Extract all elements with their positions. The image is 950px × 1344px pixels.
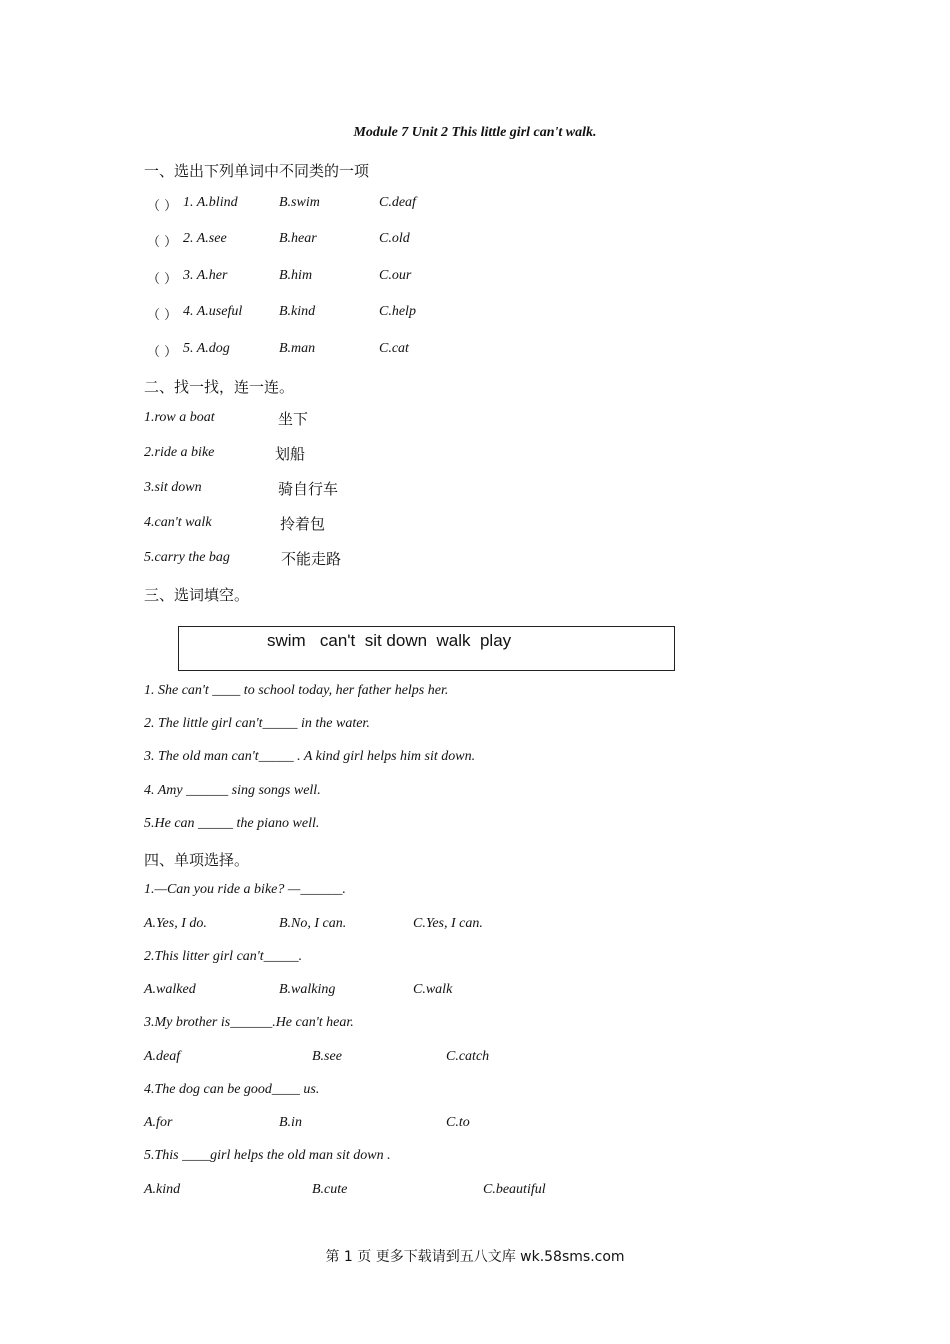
choice-c: C.catch <box>446 1049 490 1064</box>
answer-paren: （ ） <box>147 199 178 214</box>
option-b: B.him <box>279 268 313 283</box>
fill-blank-sentence: 2. The little girl can't_____ in the water. <box>144 716 370 731</box>
question-text: 1.—Can you ride a bike? —______. <box>144 882 346 897</box>
match-english: 2.ride a bike <box>144 445 215 460</box>
fill-blank-sentence: 1. She can't ____ to school today, her father helps her. <box>144 683 449 698</box>
option-a: 2. A.see <box>183 231 227 246</box>
fill-blank-sentence: 5.He can _____ the piano well. <box>144 816 320 831</box>
option-c: C.old <box>379 231 410 246</box>
choice-a: A.kind <box>144 1182 181 1197</box>
match-english: 4.can't walk <box>144 515 212 530</box>
match-chinese: 不能走路 <box>281 550 342 568</box>
answer-paren: （ ） <box>147 272 178 287</box>
option-a: 1. A.blind <box>183 195 238 210</box>
section2-heading: 二、找一找，连一连。 <box>144 378 295 396</box>
option-b: B.swim <box>279 195 320 210</box>
question-text: 4.The dog can be good____ us. <box>144 1082 320 1097</box>
page-footer: 第 1 页 更多下载请到五八文库 wk.58sms.com <box>325 1249 625 1265</box>
option-c: C.deaf <box>379 195 416 210</box>
answer-paren: （ ） <box>147 345 178 360</box>
option-a: 5. A.dog <box>183 341 230 356</box>
section3-heading: 三、选词填空。 <box>144 586 250 604</box>
choice-c: C.beautiful <box>483 1182 546 1197</box>
option-b: B.man <box>279 341 316 356</box>
option-c: C.our <box>379 268 412 283</box>
choice-a: A.Yes, I do. <box>144 916 207 931</box>
match-chinese: 坐下 <box>278 410 309 428</box>
match-english: 5.carry the bag <box>144 550 230 565</box>
match-english: 3.sit down <box>144 480 202 495</box>
choice-a: A.for <box>144 1115 173 1130</box>
choice-b: B.in <box>279 1115 302 1130</box>
word-bank-box <box>178 626 675 671</box>
choice-c: C.walk <box>413 982 453 997</box>
fill-blank-sentence: 3. The old man can't_____ . A kind girl helps him sit down. <box>144 749 476 764</box>
match-chinese: 拎着包 <box>280 515 326 533</box>
question-text: 3.My brother is______.He can't hear. <box>144 1015 354 1030</box>
choice-b: B.walking <box>279 982 336 997</box>
option-a: 3. A.her <box>183 268 228 283</box>
word-bank-text: swim can't sit down walk play <box>267 631 512 650</box>
option-b: B.hear <box>279 231 317 246</box>
choice-a: A.deaf <box>144 1049 181 1064</box>
choice-c: C.to <box>446 1115 470 1130</box>
choice-c: C.Yes, I can. <box>413 916 483 931</box>
answer-paren: （ ） <box>147 308 178 323</box>
choice-b: B.No, I can. <box>279 916 347 931</box>
option-b: B.kind <box>279 304 316 319</box>
choice-b: B.cute <box>312 1182 348 1197</box>
fill-blank-sentence: 4. Amy ______ sing songs well. <box>144 783 321 798</box>
choice-b: B.see <box>312 1049 342 1064</box>
match-chinese: 骑自行车 <box>278 480 339 498</box>
choice-a: A.walked <box>144 982 196 997</box>
page-title: Module 7 Unit 2 This little girl can't walk. <box>353 125 597 140</box>
option-c: C.cat <box>379 341 409 356</box>
question-text: 2.This litter girl can't_____. <box>144 949 303 964</box>
option-a: 4. A.useful <box>183 304 243 319</box>
question-text: 5.This ____girl helps the old man sit down . <box>144 1148 391 1163</box>
option-c: C.help <box>379 304 416 319</box>
section4-heading: 四、单项选择。 <box>144 851 250 869</box>
section1-heading: 一、选出下列单词中不同类的一项 <box>144 162 370 180</box>
answer-paren: （ ） <box>147 235 178 250</box>
match-english: 1.row a boat <box>144 410 215 425</box>
match-chinese: 划船 <box>275 445 306 463</box>
